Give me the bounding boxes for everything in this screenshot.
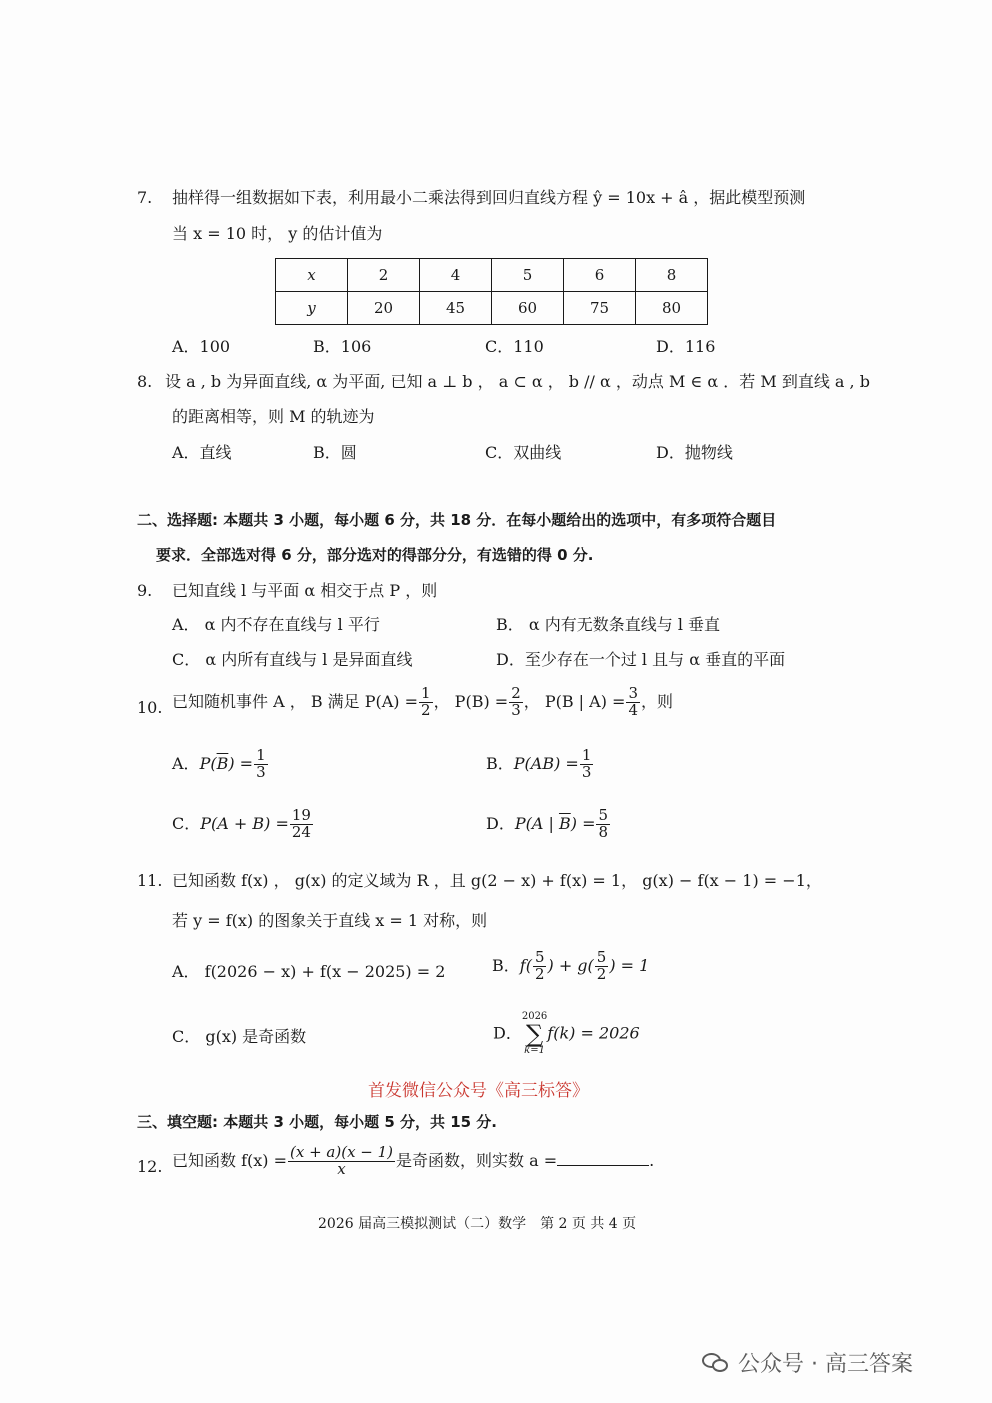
table-cell: 20 [348, 292, 420, 325]
q9-option-b: B． α 内有无数条直线与 l 垂直 [496, 615, 721, 634]
q10-option-b-fraction [580, 748, 594, 781]
q7-stem-line2: 当 x = 10 时， y 的估计值为 [172, 224, 383, 243]
option-expr: ) = 1 [609, 955, 650, 975]
fraction-numerator: 1 [421, 684, 431, 702]
q10-option-b [486, 748, 594, 781]
table-cell: 2 [348, 259, 420, 292]
q8-option-d: D．抛物线 [656, 443, 733, 462]
promo-text: 首发微信公众号《高三标答》 [368, 1081, 589, 1101]
q9-option-c: C． α 内所有直线与 l 是异面直线 [172, 650, 413, 669]
table-cell: 6 [564, 259, 636, 292]
q8-option-a: A．直线 [172, 443, 232, 462]
q7-number: 7. [137, 188, 153, 207]
table-cell: 8 [636, 259, 708, 292]
fraction-numerator: 2 [511, 684, 521, 702]
section3-heading: 三、填空题: 本题共 3 小题，每小题 5 分，共 15 分. [137, 1113, 498, 1131]
q11-option-c: C． g(x) 是奇函数 [172, 1027, 307, 1046]
table-cell: 5 [492, 259, 564, 292]
wechat-icon [702, 1351, 730, 1375]
table-cell: 45 [420, 292, 492, 325]
table-header-x: x [276, 259, 348, 292]
summation-lower: k=1 [524, 1045, 545, 1056]
q7-stem-line1: 抽样得一组数据如下表，利用最小二乘法得到回归直线方程 ŷ = 10x + â ，据此模型预测 [172, 188, 806, 207]
q12-stem-text-a: 已知函数 f(x) = [172, 1150, 288, 1170]
summation-upper: 2026 [521, 1011, 548, 1022]
q12-fraction [288, 1145, 395, 1178]
q10-option-c [172, 808, 314, 841]
q11-number: 11. [137, 871, 163, 890]
q12-stem [172, 1145, 654, 1178]
table-cell: 75 [564, 292, 636, 325]
option-expr: P(A | [514, 813, 559, 833]
fraction-numerator: 19 [291, 806, 311, 824]
fraction-numerator: 1 [256, 746, 266, 764]
q11-option-a: A． f(2026 − x) + f(x − 2025) = 2 [172, 962, 446, 981]
q8-option-b: B．圆 [313, 443, 357, 462]
q10-fraction-pb [509, 686, 523, 719]
fraction-denominator: 2 [534, 964, 545, 983]
q8-stem-line1: 设 a , b 为异面直线, α 为平面, 已知 a ⊥ b ， a ⊂ α ， b // α ，动点 M ∈ α ．若 M 到直线 a , b [165, 372, 870, 391]
option-label: B． [492, 955, 520, 975]
q10-stem-text-a: 已知随机事件 A ， B 满足 P(A) = [172, 691, 419, 711]
q10-option-a [172, 748, 269, 781]
q10-option-d-fraction [596, 808, 610, 841]
q10-option-a-fraction [254, 748, 268, 781]
fraction-numerator: 5 [598, 806, 609, 824]
q10-stem-text-d: ，则 [641, 691, 674, 711]
q10-stem-text-c: ， P(B | A) = [523, 691, 626, 711]
q7-data-table [275, 258, 708, 325]
fraction-denominator: x [337, 1159, 346, 1178]
table-cell: 80 [636, 292, 708, 325]
section2-heading-line1: 二、选择题: 本题共 3 小题，每小题 6 分，共 18 分．在每小题给出的选项中，有多项符合题目 [137, 511, 777, 529]
option-expr: P( [199, 753, 217, 773]
q12-stem-text-b: 是奇函数，则实数 a = [396, 1150, 558, 1170]
fraction-numerator: 5 [534, 948, 545, 966]
option-label: C． [172, 813, 201, 833]
section2-heading-line2: 要求．全部选对得 6 分，部分选对的得部分分，有选错的得 0 分. [156, 546, 594, 564]
fraction-denominator: 2 [596, 964, 607, 983]
q10-fraction-pba [626, 686, 640, 719]
option-expr-bar: $\overline{B}$ [216, 753, 229, 773]
q9-option-a: A． α 内不存在直线与 l 平行 [172, 615, 380, 634]
fraction-denominator: 24 [291, 822, 311, 841]
q11-option-b [492, 950, 649, 983]
fraction-numerator: 5 [596, 948, 607, 966]
q10-stem-text-b: ， P(B) = [433, 691, 509, 711]
q12-number: 12. [137, 1157, 163, 1176]
q12-period: . [649, 1150, 655, 1170]
option-expr: f( [519, 955, 532, 975]
table-row [276, 292, 708, 325]
q11-option-b-fraction-2 [595, 950, 609, 983]
q7-option-d: D．116 [656, 337, 716, 356]
table-header-y: y [276, 292, 348, 325]
option-label: D． [486, 813, 515, 833]
option-expr: P(AB) = [513, 753, 579, 773]
q7-option-b: B．106 [313, 337, 372, 356]
q9-stem: 已知直线 l 与平面 α 相交于点 P ，则 [172, 581, 438, 600]
summation [522, 1012, 547, 1056]
option-expr: ) + g( [547, 955, 594, 975]
option-expr: P(A + B) = [200, 813, 289, 833]
fraction-denominator: 8 [598, 822, 609, 841]
q11-stem-line1: 已知函数 f(x) ， g(x) 的定义域为 R ，且 g(2 − x) + f(x) = 1， g(x) − f(x − 1) = −1， [172, 871, 822, 890]
q9-number: 9. [137, 581, 153, 600]
fraction-numerator: 3 [628, 684, 638, 702]
watermark-text: 公众号 · 高三答案 [738, 1352, 913, 1377]
q10-number: 10. [137, 698, 163, 717]
fraction-denominator: 2 [421, 700, 431, 719]
fraction-denominator: 4 [628, 700, 638, 719]
fraction-numerator: (x + a)(x − 1) [290, 1143, 394, 1161]
q8-stem-line2: 的距离相等，则 M 的轨迹为 [172, 407, 375, 426]
answer-blank[interactable] [557, 1152, 649, 1166]
q11-stem-line2: 若 y = f(x) 的图象关于直线 x = 1 对称，则 [172, 911, 488, 930]
option-label: D． [493, 1023, 522, 1043]
fraction-numerator: 1 [581, 746, 592, 764]
q9-option-d: D．至少存在一个过 l 且与 α 垂直的平面 [496, 650, 786, 669]
table-cell: 4 [420, 259, 492, 292]
fraction-denominator: 3 [511, 700, 521, 719]
q8-number: 8. [137, 372, 153, 391]
table-row [276, 259, 708, 292]
q10-option-c-fraction [290, 808, 313, 841]
option-expr: ) = [228, 753, 254, 773]
option-expr: f(k) = 2026 [547, 1023, 640, 1043]
fraction-denominator: 3 [256, 762, 266, 781]
q11-option-d [493, 1012, 640, 1056]
q7-option-c: C．110 [485, 337, 544, 356]
option-label: A． [172, 753, 200, 773]
option-expr: ) = [570, 813, 596, 833]
option-expr-bar: $\overline{B}$ [558, 813, 571, 833]
q10-fraction-pa [419, 686, 433, 719]
fraction-denominator: 3 [581, 762, 592, 781]
option-label: B． [486, 753, 514, 773]
q11-option-b-fraction-1 [533, 950, 547, 983]
watermark [702, 1347, 913, 1378]
table-cell: 60 [492, 292, 564, 325]
q7-option-a: A．100 [172, 337, 231, 356]
q10-option-d [486, 808, 611, 841]
page-footer: 2026 届高三模拟测试（二）数学 第 2 页 共 4 页 [318, 1216, 637, 1232]
q10-stem [172, 686, 673, 719]
sigma-symbol: ∑ [526, 1020, 544, 1048]
q8-option-c: C．双曲线 [485, 443, 562, 462]
